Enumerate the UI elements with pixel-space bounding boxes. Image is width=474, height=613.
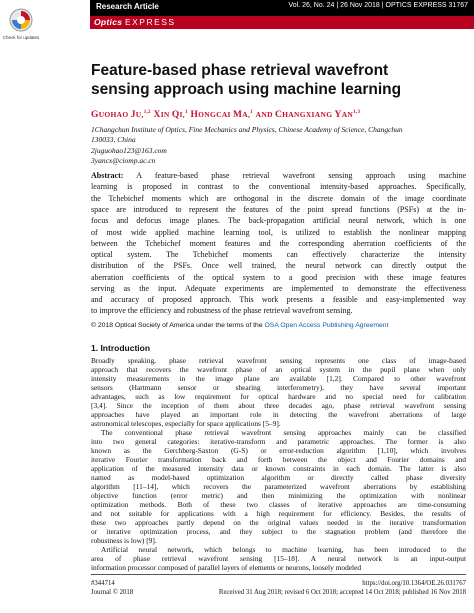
body-line: iterative Fourier transformation back and forth between the object and Fourier domains and — [91, 455, 466, 464]
body-line: approach that recovers the wavefront phase of an optical system in the pupil plane when only — [91, 365, 466, 374]
journal-logo — [94, 17, 176, 27]
abstract-line: aberration coefficients of the optical system to a good precision with these image features — [91, 273, 466, 282]
body-line: robustness is low) [9]. — [91, 536, 157, 545]
body-line: advantages, such as low requirement for optical hardware and no special need for calibration — [91, 392, 466, 401]
body-line: astronomical telescopes, especially for space applications [5–9]. — [91, 419, 281, 428]
citation-label: Vol. 26, No. 24 | 26 Nov 2018 | OPTICS EXPRESS 31767 — [288, 2, 468, 9]
title-line: Feature-based phase retrieval wavefront — [91, 62, 389, 79]
abstract-line: of most wide applied machine learning tool, is utilized to establish the nonlinear mapping — [91, 228, 466, 237]
abstract-line: space are introduced to represent the features of the point spread functions (PSFs) at the in- — [91, 205, 466, 214]
body-line: objective function (error metric) and then minimizing the optimization with nonlinear — [91, 491, 466, 500]
body-line: information processor composed of parallel layers of elements or neurons, loosely modeled — [91, 563, 362, 572]
badge-label: Check for updates — [2, 35, 40, 40]
body-line: named as model-based optimization algorithm or directly called phase diversity — [91, 473, 466, 482]
abstract-line: focus and defocus image planes. The back-propagation artificial neural network, which is one — [91, 216, 466, 225]
journal-logo-main: Optics — [94, 17, 123, 27]
abstract-line: learning is proposed in contrast to the conventional intensity-based approaches. Specifically, — [91, 182, 466, 191]
body-line: Broadly speaking, phase retrieval wavefront sensing represents one class of image-based — [91, 356, 466, 365]
check-for-updates-badge[interactable] — [2, 6, 40, 54]
abstract-line: between the Tchebichef moment features and the corresponding aberration coefficients of the — [91, 239, 466, 248]
abstract-line: the Tchebichef moments which are orthogonal in the discrete domain of the image coordinate — [91, 194, 466, 203]
header-bar — [90, 0, 474, 16]
abstract-line: optical system. The Tchebichef moments can effectively characterize the intensity — [91, 250, 466, 259]
abstract-line: to improve the efficiency and robustness of the phase retrieval wavefront sensing. — [91, 306, 353, 315]
affiliation-line: 130033, China — [91, 135, 136, 144]
section-heading: 1. Introduction — [91, 343, 151, 353]
body-line: and not suitable for applications with a high requirement for efficiency. Besides, the results of — [91, 509, 466, 518]
body-line: known as the Gerchberg-Saxton (G-S) or error-reduction algorithm [1,10], which involves — [91, 446, 466, 455]
copyright-notice: © 2018 Optical Society of America under the terms of the OSA Open Access Publishing Agreement — [91, 322, 389, 329]
body-line: algorithm [11–14], which recovers the parameterized wavefront aberrations by establishing — [91, 482, 466, 491]
body-line: [3,4]. Since the inception of them about three decades ago, phase retrieval wavefront sensing — [91, 401, 466, 410]
article-type-label: Research Article — [96, 1, 159, 11]
check-for-updates-icon — [2, 6, 40, 54]
body-line: optimization methods. Both of these two classes of iterative approaches are time-consuming — [91, 500, 466, 509]
journal-logo-bar — [90, 16, 474, 29]
body-line: into two general categories: iterative-transform and parametric approaches. The former is also — [91, 437, 466, 446]
journal-copyright: Journal © 2018 — [91, 589, 134, 596]
article-id: #344714 — [91, 580, 115, 587]
body-line: area of phase retrieval wavefront sensing [15–18]. A neural network is an input-output — [91, 554, 466, 563]
abstract-line: distribution of the PSFs. Once well trained, the neural network can directly output the — [91, 261, 466, 270]
title-line: sensing approach using machine learning — [91, 81, 402, 98]
body-line: Artificial neural network, which belongs to machine learning, has been introduced to the — [101, 545, 466, 554]
body-line: these two approaches partly depend on the original values needed in the iterative transformation — [91, 518, 466, 527]
body-line: approaches have played an important role in detecting the wavefront aberrations of large — [91, 410, 466, 419]
body-line: or iterative optimization process, and they subject to the stagnation problem (and therefore the — [91, 527, 466, 536]
body-line: The conventional phase retrieval wavefront sensing approaches mainly can be classified — [101, 428, 466, 437]
body-line: sensors (Hartmann sensor or shearing interferometry), they have several important — [91, 383, 466, 392]
abstract-line: and accuracy of proposed approach. This work presents a feasible and easy-implemented way — [91, 295, 466, 304]
doi-link[interactable]: https://doi.org/10.1364/OE.26.031767 — [362, 580, 466, 587]
email-link[interactable]: 3yancx@ciomp.ac.cn — [91, 156, 156, 165]
abstract-line: serving as the input. Adequate experiments are implemented to demonstrate the effectiveness — [91, 284, 466, 293]
affiliation-line: 1Changchun Institute of Optics, Fine Mechanics and Physics, Chinese Academy of Science, Changchun — [91, 125, 403, 134]
footer-divider — [91, 574, 466, 575]
body-line: application of the measured intensity data or known constraints in each domain. The latter is also — [91, 464, 466, 473]
license-link[interactable]: OSA Open Access Publishing Agreement — [264, 322, 389, 329]
email-link[interactable]: 2juguohao123@163.com — [91, 146, 167, 155]
body-line: intensity measurements in the image plane are available [1,2]. Compared to other wavefront — [91, 374, 466, 383]
abstract-label: Abstract: — [91, 171, 124, 180]
journal-logo-rest: EXPRESS — [124, 17, 176, 27]
authors-line: GUOHAO JU,$^{1,2}$ XIN QI,$^1$ HONGCAI MA,$^1$ AND CHANGXIANG YAN$^{1,3}$ — [91, 110, 361, 121]
abstract-line: Abstract: A feature-based phase retrieval wavefront sensing approach using machine — [91, 171, 466, 180]
publication-dates: Received 31 Aug 2018; revised 6 Oct 2018; accepted 14 Oct 2018; published 16 Nov 2018 — [218, 589, 466, 596]
